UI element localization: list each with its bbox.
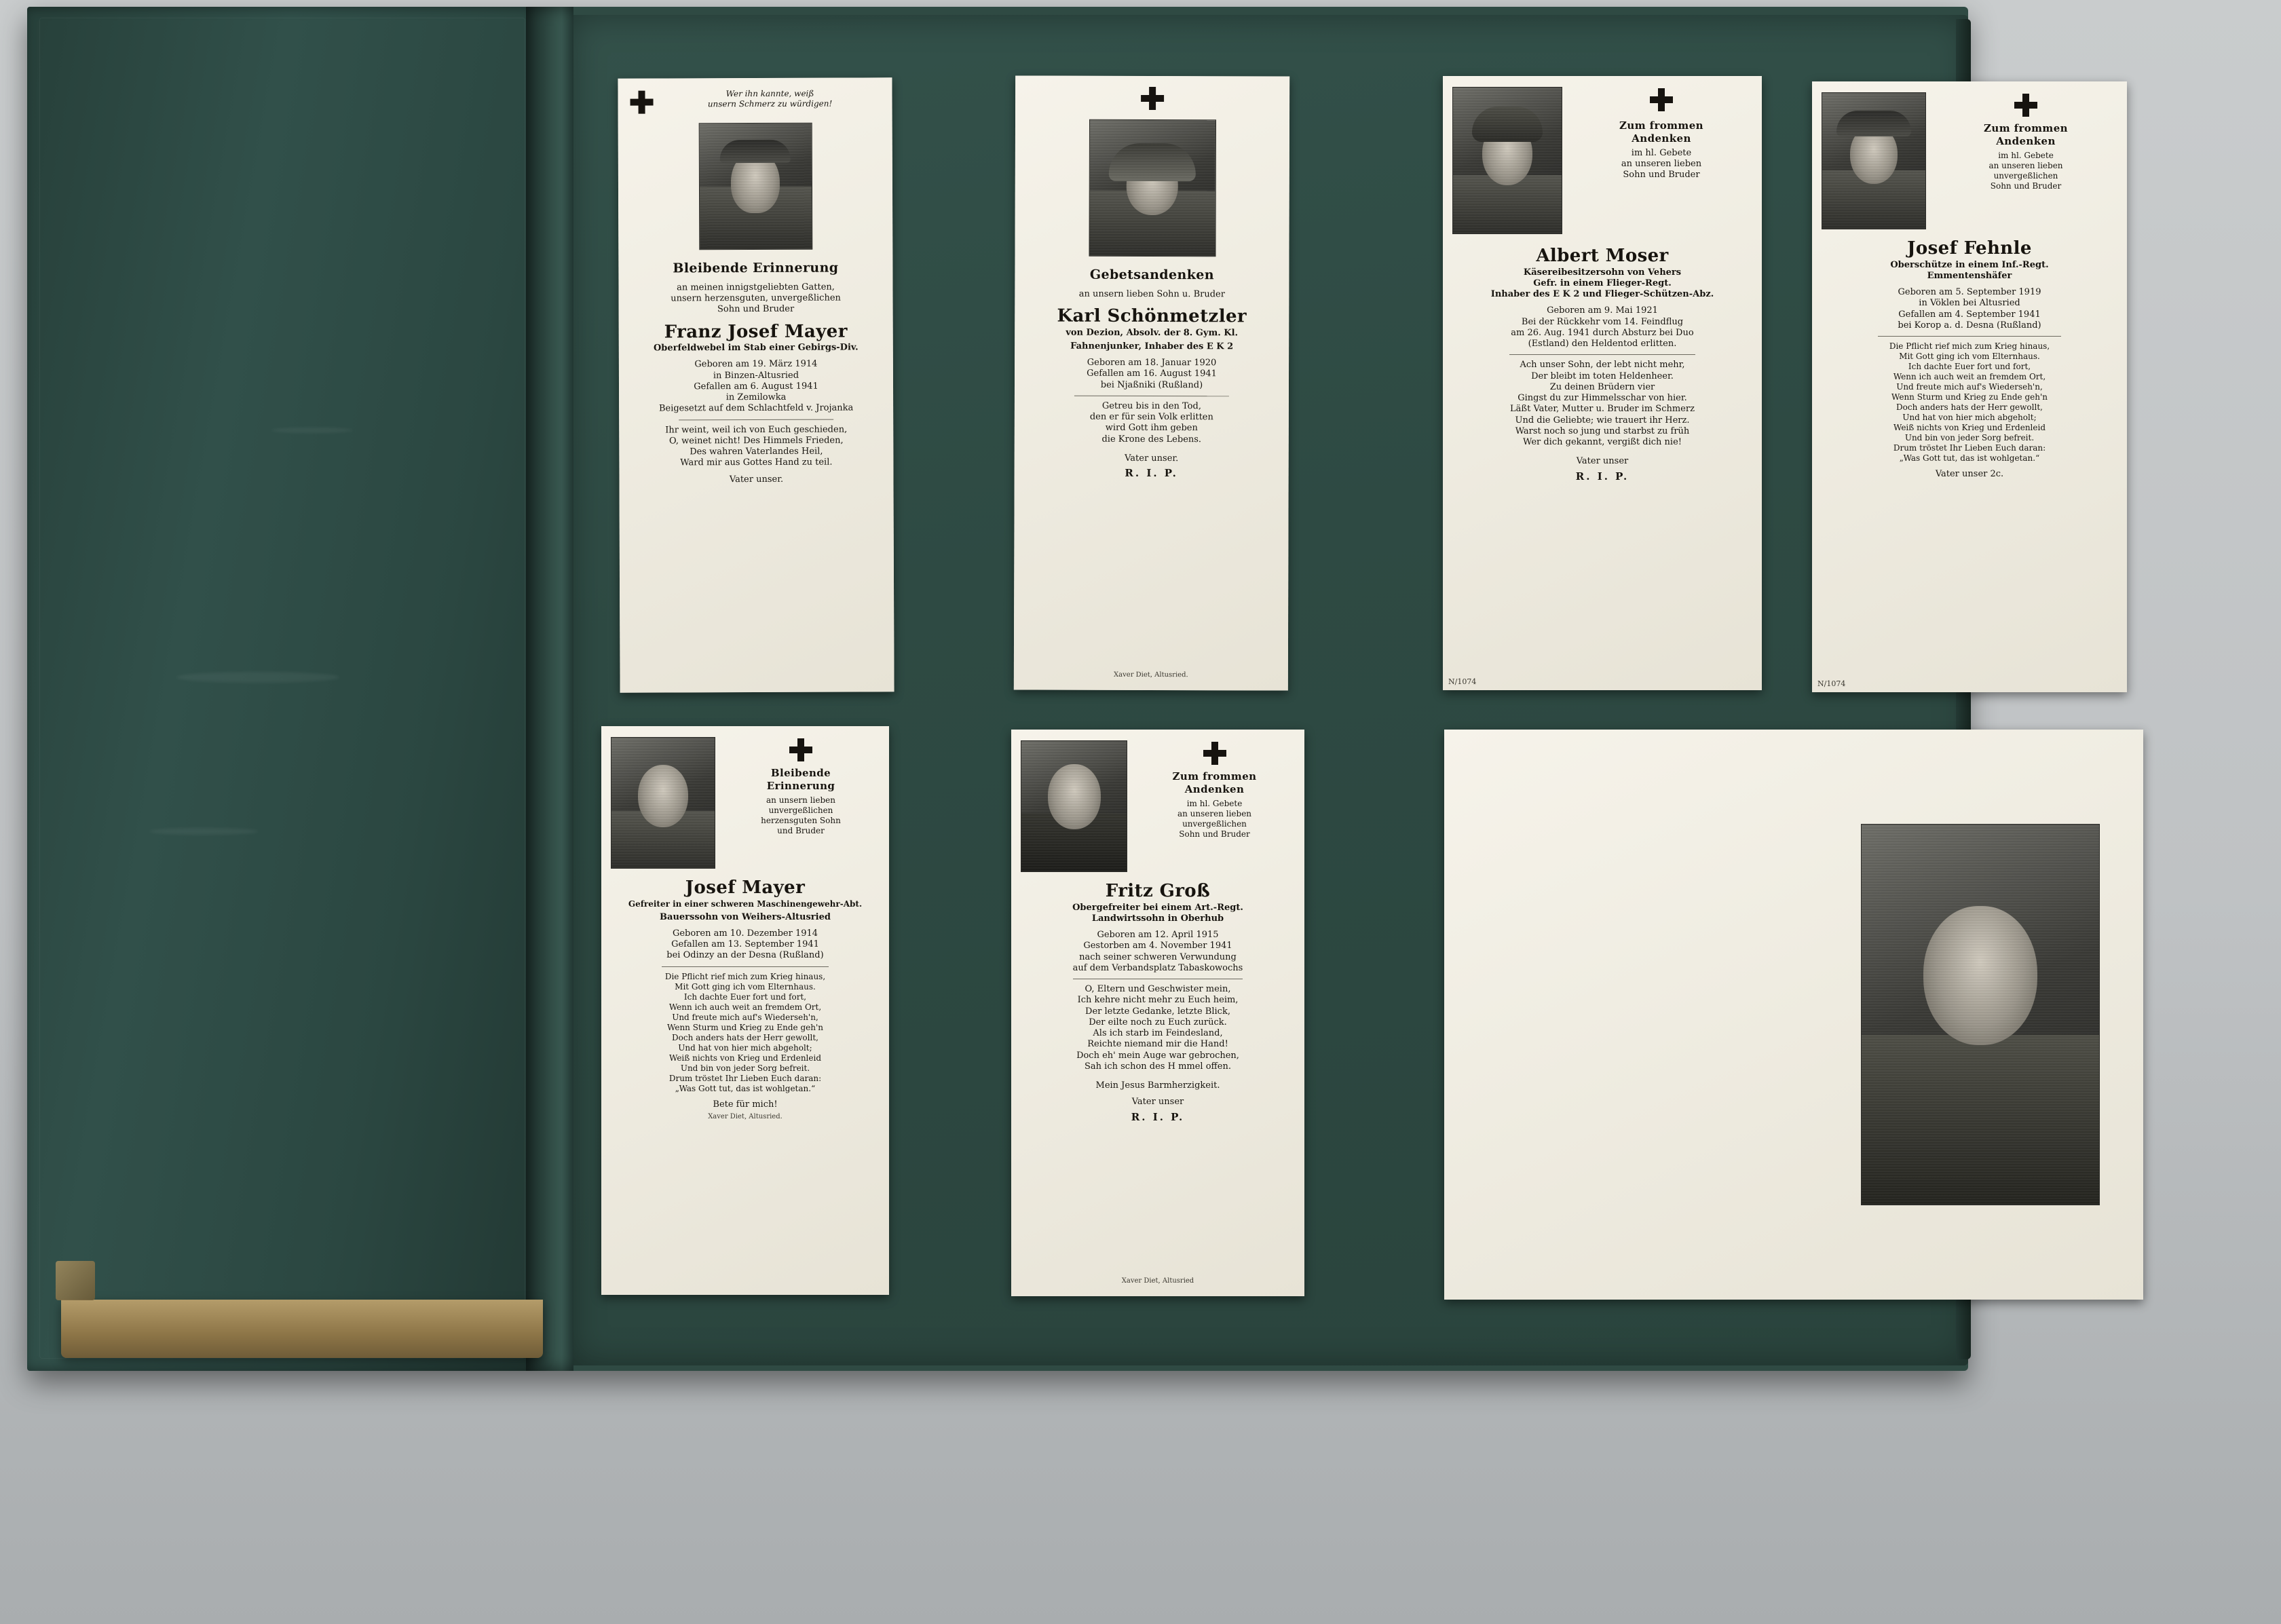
card-fact: nach seiner schweren Verwundung [1079,951,1237,962]
deceased-name: Franz Josef Mayer [664,321,848,342]
deceased-rank: Oberfeldwebel im Stab einer Gebirgs-Div. [653,342,859,354]
deceased-rank-3: Inhaber des E K 2 und Flieger-Schützen-Abz. [1490,289,1714,299]
card-header-line: und Bruder [777,825,825,835]
card-verse-line: Mit Gott ging ich vom Elternhaus. [675,981,816,992]
portrait-photo [1021,740,1127,872]
printer-credit: Xaver Diet, Altusried. [1114,671,1188,679]
album-corner-tab [56,1261,95,1300]
card-fact: Gefallen am 4. September 1941 [1898,309,2041,320]
deceased-rank: Obergefreiter bei einem Art.-Regt. [1072,902,1243,913]
card-verse-line: Des wahren Vaterlandes Heil, [690,446,823,457]
card-verse-line: Doch eh' mein Auge war gebrochen, [1076,1050,1239,1061]
card-dedication-line: an meinen innigstgeliebten Gatten, [677,282,835,293]
card-verse-line: Und hat von hier mich abgeholt; [1902,413,2037,422]
card-fact: Geboren am 18. Januar 1920 [1087,357,1217,369]
memorial-card[interactable] [1443,76,1762,690]
card-verse-line: den er für sein Volk erlitten [1089,411,1213,423]
iron-cross-icon [2014,94,2037,117]
card-fact: Geboren am 12. April 1915 [1097,930,1219,940]
card-verse-line: Wenn Sturm und Krieg zu Ende geh'n [666,1022,823,1032]
iron-cross-icon [1203,742,1226,765]
memorial-card[interactable] [1812,81,2127,692]
card-fact: Gestorben am 4. November 1941 [1083,941,1232,951]
card-fact: bei Njaßniki (Rußland) [1100,379,1203,390]
card-dedication-line: an unsern lieben Sohn u. Bruder [1078,288,1225,300]
card-closing: Vater unser [1576,456,1629,467]
card-verse-line: Doch anders hats der Herr gewollt, [672,1032,818,1042]
card-verse-line: Wenn ich auch weit an fremdem Ort, [668,1002,822,1012]
card-verse-line: Sah ich schon des H mmel offen. [1085,1061,1231,1072]
card-verse-line: Und freute mich auf's Wiederseh'n, [672,1012,818,1022]
card-header-line: herzensguten Sohn [761,815,841,825]
card-verse-line: „Was Gott tut, das ist wohlgetan.“ [1899,453,2040,463]
card-verse-line: Wenn ich auch weit an fremdem Ort, [1893,372,2046,381]
rip-text: R. I. P. [1575,470,1629,483]
card-verse-line: „Was Gott tut, das ist wohlgetan.“ [675,1083,816,1093]
card-verse-line: Weiß nichts von Krieg und Erdenleid [1893,423,2046,432]
card-header-line: Zum frommen [1619,119,1703,132]
card-header-line: unvergeßlichen [768,805,833,815]
card-verse-line: wird Gott ihm geben [1105,423,1198,434]
card-header-line: Zum frommen [1172,770,1257,782]
card-verse-line: Ich kehre nicht mehr zu Euch heim, [1077,995,1239,1006]
card-verse-line: Der letzte Gedanke, letzte Blick, [1085,1006,1230,1017]
printer-credit: Xaver Diet, Altusried [1121,1277,1194,1285]
iron-cross-icon [630,91,653,114]
card-fact: am 26. Aug. 1941 durch Absturz bei Duo [1511,327,1694,338]
card-fact: bei Odinzy an der Desna (Rußland) [666,950,824,961]
card-header-line: an unseren lieben [1621,158,1702,169]
deceased-rank: Gefreiter in einer schweren Maschinengewehr-Abt. [628,899,863,909]
card-fact: Gefallen am 6. August 1941 [694,381,818,392]
card-reference-number: N/1074 [1448,677,1477,686]
portrait-photo [698,123,812,250]
card-header-line: Sohn und Bruder [1623,170,1700,180]
card-header-line: Sohn und Bruder [1179,829,1250,839]
card-fact: Geboren am 19. März 1914 [694,358,818,370]
card-verse-line: Zu deinen Brüdern vier [1549,381,1655,392]
card-closing: Vater unser. [1125,453,1179,464]
card-header-line: Zum frommen [1984,122,2068,134]
card-fact: Geboren am 5. September 1919 [1898,287,2041,297]
card-fact: in Binzen-Altusried [713,370,799,381]
album-cover-left [27,7,543,1371]
card-verse-line: O, weinet nicht! Des Himmels Frieden, [668,435,844,447]
card-header-line: Sohn und Bruder [1990,181,2062,191]
card-verse-line: Gingst du zur Himmelsschar von hier. [1517,393,1687,403]
card-fact: in Vöklen bei Altusried [1919,298,2020,309]
album-spine [526,7,573,1371]
card-verse-line: Und bin von jeder Sorg befreit. [680,1063,810,1073]
card-verse-line: Reichte niemand mir die Hand! [1087,1039,1228,1050]
card-header-line: Erinnerung [766,779,835,792]
card-verse-line: Läßt Vater, Mutter u. Bruder im Schmerz [1510,404,1695,415]
card-verse-line: Die Pflicht rief mich zum Krieg hinaus, [664,971,826,981]
card-verse-line: Ach unser Sohn, der lebt nicht mehr, [1520,360,1685,371]
card-fact: Geboren am 10. Dezember 1914 [672,928,818,939]
iron-cross-icon [1650,88,1673,111]
card-header-line: an unseren lieben [1177,808,1252,818]
card-header-line: Andenken [1184,782,1245,795]
card-verse-line: Weiß nichts von Krieg und Erdenleid [668,1053,822,1063]
deceased-rank: Oberschütze in einem Inf.-Regt. [1890,259,2049,270]
card-fact: (Estland) den Heldentod erlitten. [1528,339,1677,349]
card-verse-line: Getreu bis in den Tod, [1101,400,1201,411]
card-verse-line: Ich dachte Euer fort und fort, [1908,362,2031,371]
card-closing-top: Mein Jesus Barmherzigkeit. [1095,1080,1220,1091]
card-verse-line: Der bleibt im toten Heldenheer. [1531,371,1674,381]
card-fact: Geboren am 9. Mai 1921 [1547,305,1658,316]
card-title: Bleibende Erinnerung [673,260,839,276]
card-header-line: im hl. Gebete [1631,147,1692,158]
card-verse-line: Und die Geliebte; wie trauert ihr Herz. [1515,415,1690,426]
card-reference-number: N/1074 [1817,679,1846,688]
deceased-rank-2: Emmentenshäfer [1927,270,2012,281]
card-fact: Beigesetzt auf dem Schlachtfeld v. Jrojanka [658,402,854,414]
card-verse-line: Und freute mich auf's Wiederseh'n, [1896,382,2043,392]
card-verse-line: Und hat von hier mich abgeholt; [678,1042,812,1053]
card-verse-line: Warst noch so jung und starbst zu früh [1515,426,1690,436]
deceased-name: Albert Moser [1536,246,1669,266]
memorial-card[interactable] [1014,75,1289,690]
memorial-card[interactable] [618,77,894,692]
card-verse-line: die Krone des Lebens. [1101,434,1202,445]
card-header-line: unvergeßlichen [1993,170,2058,181]
card-verse-line: Mit Gott ging ich vom Elternhaus. [1899,352,2040,361]
memorial-card[interactable] [601,726,889,1295]
card-fact: Gefallen am 13. September 1941 [671,939,819,949]
card-header-line: Wer ihn kannte, weiß [725,88,814,99]
card-closing: Vater unser 2c. [1935,469,2004,479]
portrait-photo [1822,92,1926,229]
deceased-rank-2: Fahnenjunker, Inhaber des E K 2 [1070,341,1234,352]
card-verse-line: Ich dachte Euer fort und fort, [683,992,807,1002]
portrait-photo [611,737,715,869]
card-verse-line: Drum tröstet Ihr Lieben Euch daran: [668,1073,822,1083]
portrait-photo [1861,824,2100,1205]
card-verse-line: Drum tröstet Ihr Lieben Euch daran: [1893,443,2046,453]
card-verse-line: Doch anders hats der Herr gewollt, [1896,402,2043,412]
card-verse-line: Und bin von jeder Sorg befreit. [1904,433,2035,442]
card-verse-line: Wer dich gekannt, vergißt dich nie! [1523,437,1682,447]
card-header-line: im hl. Gebete [1186,798,1243,808]
printer-credit: Xaver Diet, Altusried. [708,1112,783,1120]
deceased-name: Josef Fehnle [1907,238,2032,259]
deceased-rank: Käsereibesitzersohn von Vehers [1523,267,1682,278]
card-verse-line: Der eilte noch zu Euch zurück. [1089,1017,1227,1027]
card-fact: auf dem Verbandsplatz Tabaskowochs [1072,962,1243,973]
card-header-line: Andenken [1632,132,1691,145]
card-fact: Bei der Rückkehr vom 14. Feindflug [1521,316,1684,327]
card-dedication-line: unsern herzensguten, unvergeßlichen [671,292,841,304]
card-header-line: im hl. Gebete [1998,150,2054,160]
card-verse-line: Ihr weint, weil ich von Euch geschieden, [665,424,848,435]
card-verse-line: Als ich starb im Feindesland, [1093,1028,1223,1038]
deceased-rank: von Dezion, Absolv. der 8. Gym. Kl. [1066,327,1239,338]
card-verse-line: Ward mir aus Gottes Hand zu teil. [680,457,833,468]
card-header-line: an unseren lieben [1988,160,2063,170]
memorial-card-double[interactable] [1444,730,2143,1300]
rip-text: R. I. P. [1131,1110,1185,1123]
card-closing: Vater unser. [729,474,784,485]
card-header-line: an unsern lieben [766,795,835,805]
deceased-rank-2: Bauerssohn von Weihers-Altusried [660,911,831,922]
deceased-rank-2: Landwirtssohn in Oberhub [1091,913,1224,924]
portrait-photo [1089,119,1216,257]
deceased-name: Fritz Groß [1105,881,1211,901]
card-verse-line: Die Pflicht rief mich zum Krieg hinaus, [1889,341,2050,351]
card-verse-line: O, Eltern und Geschwister mein, [1085,984,1231,994]
card-header-line: unsern Schmerz zu würdigen! [707,98,833,109]
iron-cross-icon [789,738,812,761]
deceased-name: Karl Schönmetzler [1057,305,1247,327]
card-header-line: Bleibende [770,767,831,779]
card-fact: bei Korop a. d. Desna (Rußland) [1898,320,2041,331]
album-page-block [61,1300,543,1358]
card-header-line: Andenken [1996,134,2056,147]
card-header-line: unvergeßlichen [1182,818,1247,829]
card-dedication-line: Sohn und Bruder [717,304,795,315]
card-verse-line: Wenn Sturm und Krieg zu Ende geh'n [1891,392,2048,402]
portrait-photo [1452,87,1562,234]
card-fact: Gefallen am 16. August 1941 [1087,368,1217,379]
iron-cross-icon [1141,87,1164,110]
card-title: Gebetsandenken [1089,267,1215,283]
card-closing: Vater unser [1131,1097,1184,1108]
rip-text: R. I. P. [1125,466,1178,480]
card-fact: in Zemilowka [725,392,787,403]
deceased-rank-2: Gefr. in einem Flieger-Regt. [1533,278,1672,288]
memorial-card[interactable] [1011,730,1304,1296]
deceased-name: Josef Mayer [685,877,806,898]
card-closing: Bete für mich! [713,1099,778,1110]
